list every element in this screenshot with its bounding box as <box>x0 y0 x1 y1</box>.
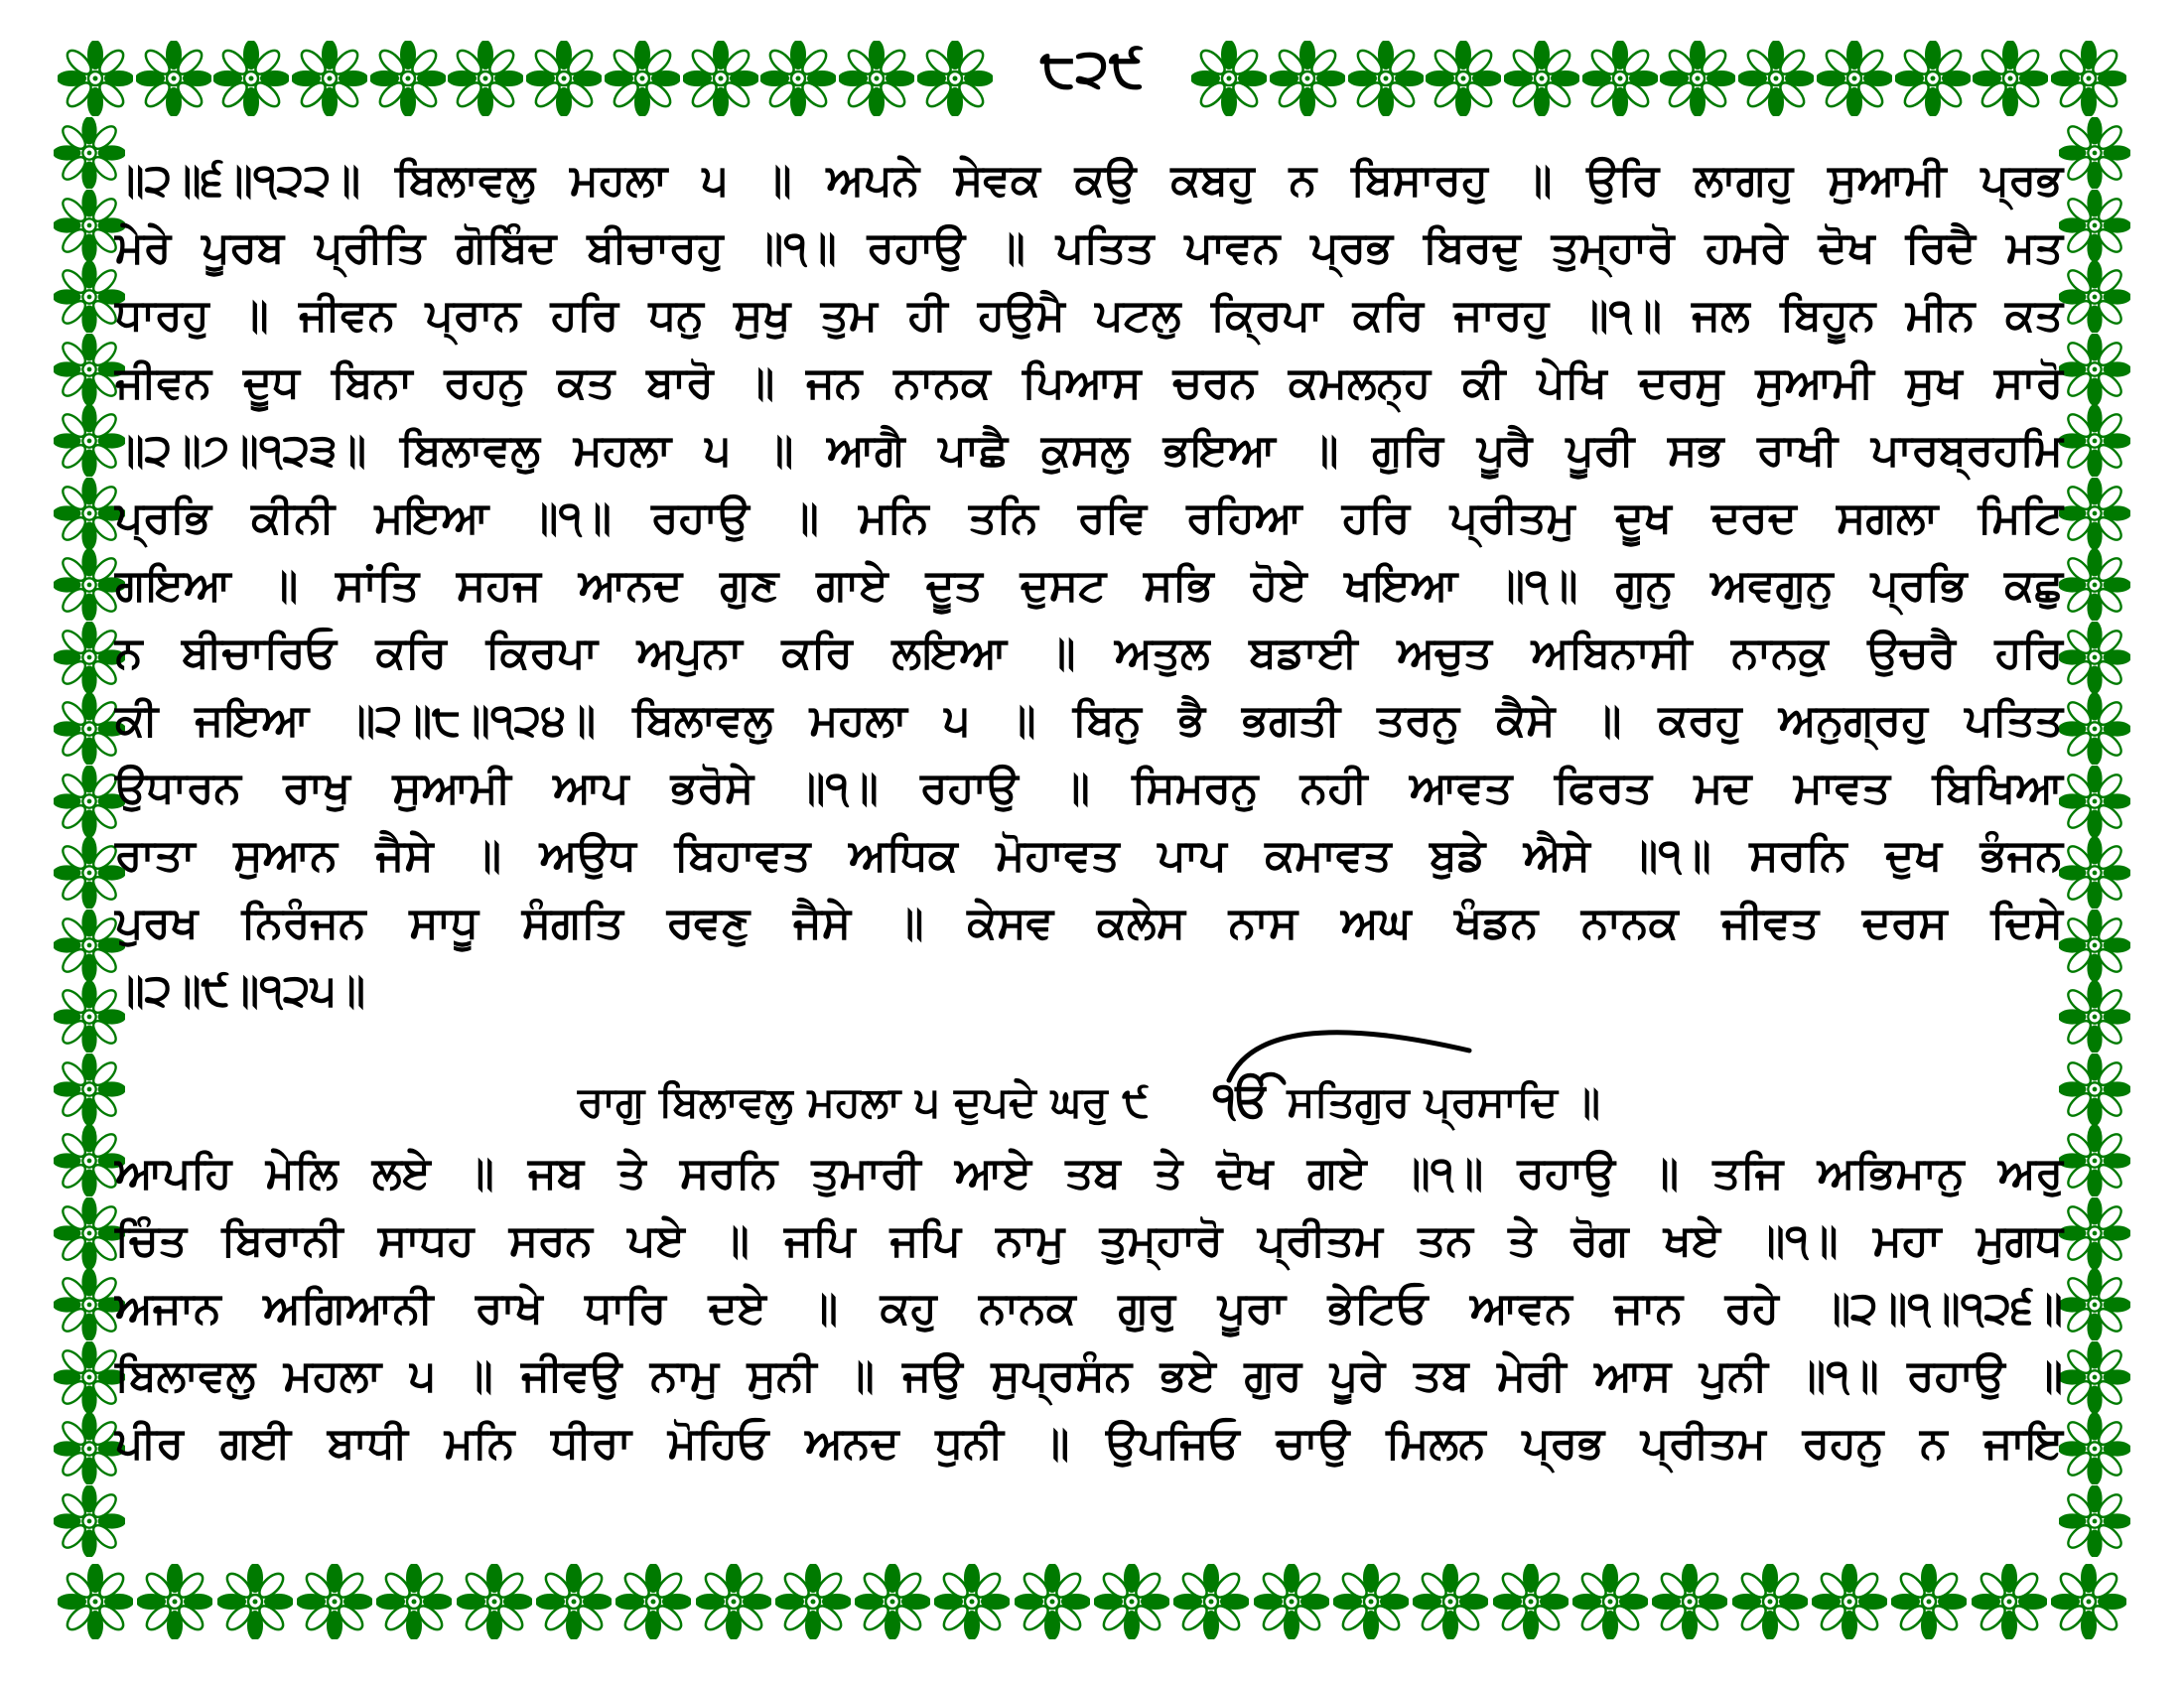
flower-icon <box>2059 190 2130 261</box>
flower-icon <box>1895 41 1971 116</box>
gurbani-text-line: ਕੀ ਜਇਆ ॥੨॥੮॥੧੨੪॥ ਬਿਲਾਵਲੁ ਮਹਲਾ ੫ ॥ ਬਿਨੁ ਭੈ ਭਗਤੀ ਤਰਨੁ ਕੈਸੇ ॥ ਕਰਹੁ ਅਨੁਗ੍ਰਹੁ ਪਤਿਤ <box>115 695 2063 746</box>
border-bottom <box>58 1559 2126 1644</box>
flower-icon <box>137 1564 212 1639</box>
border-top-right-segment <box>1191 41 2126 116</box>
flower-icon <box>1333 1564 1409 1639</box>
flower-icon <box>536 1564 612 1639</box>
border-right <box>2055 117 2134 1557</box>
flower-icon <box>1426 41 1501 116</box>
gurbani-text-line: ਪੀਰ ਗਈ ਬਾਧੀ ਮਨਿ ਧੀਰਾ ਮੋਹਿਓ ਅਨਦ ਧੁਨੀ ॥ ਉਪਜਿਓ ਚਾਉ ਮਿਲਨ ਪ੍ਰਭ ਪ੍ਰੀਤਮ ਰਹਨੁ ਨ ਜਾਇ <box>115 1418 2063 1469</box>
border-top-left-segment <box>58 41 993 116</box>
flower-icon <box>2059 261 2130 333</box>
flower-icon <box>1173 1564 1249 1639</box>
gurbani-text-line: ਪੁਰਖ ਨਿਰੰਜਨ ਸਾਧੂ ਸੰਗਤਿ ਰਵਣੁ ਜੈਸੇ ॥ ਕੇਸਵ ਕਲੇਸ ਨਾਸ ਅਘ ਖੰਡਨ ਨਾਨਕ ਜੀਵਤ ਦਰਸ ਦਿਸੇ <box>115 898 2063 948</box>
flower-icon <box>605 41 680 116</box>
flower-icon <box>1572 1564 1648 1639</box>
flower-icon <box>2059 693 2130 765</box>
shabad-heading <box>115 1066 2063 1136</box>
flower-icon <box>615 1564 691 1639</box>
flower-icon <box>2059 334 2130 405</box>
flower-icon <box>1817 41 1892 116</box>
flower-icon <box>2059 622 2130 693</box>
ik-onkar-glyph: ੴ <box>1212 1072 1272 1128</box>
flower-icon <box>526 41 602 116</box>
flower-icon <box>448 41 523 116</box>
ik-onkar <box>1213 1066 1271 1136</box>
flower-icon <box>2059 549 2130 621</box>
flower-icon <box>58 41 133 116</box>
flower-icon <box>2059 1125 2130 1196</box>
gurbani-text-line: ਗਇਆ ॥ ਸਾਂਤਿ ਸਹਜ ਆਨਦ ਗੁਣ ਗਾਏ ਦੂਤ ਦੁਸਟ ਸਭਿ ਹੋਏ ਖਇਆ ॥੧॥ ਗੁਨੁ ਅਵਗੁਨੁ ਪ੍ਰਭਿ ਕਛੁ <box>115 560 2063 611</box>
flower-icon <box>934 1564 1010 1639</box>
flower-icon <box>54 1485 125 1557</box>
flower-icon <box>2059 981 2130 1053</box>
flower-icon <box>1738 41 1814 116</box>
flower-icon <box>917 41 993 116</box>
flower-icon <box>2059 1054 2130 1125</box>
gurbani-text-line: ਪ੍ਰਭਿ ਕੀਨੀ ਮਇਆ ॥੧॥ ਰਹਾਉ ॥ ਮਨਿ ਤਨਿ ਰਵਿ ਰਹਿਆ ਹਰਿ ਪ੍ਰੀਤਮੁ ਦੂਖ ਦਰਦ ਸਗਲਾ ਮਿਟਿ <box>115 492 2063 543</box>
flower-icon <box>1504 41 1579 116</box>
flower-icon <box>2059 1197 2130 1269</box>
gurbani-text-line: ਰਾਤਾ ਸੁਆਨ ਜੈਸੇ ॥ ਅਉਧ ਬਿਹਾਵਤ ਅਧਿਕ ਮੋਹਾਵਤ ਪਾਪ ਕਮਾਵਤ ਬੁਡੇ ਐਸੇ ॥੧॥ ਸਰਨਿ ਦੁਖ ਭੰਜਨ <box>115 830 2063 881</box>
flower-icon <box>1812 1564 1887 1639</box>
gurbani-lines-bottom <box>115 1140 2063 1477</box>
flower-icon <box>2059 117 2130 189</box>
flower-icon <box>1348 41 1424 116</box>
flower-icon <box>1413 1564 1488 1639</box>
gurbani-text-line: ਚਿੰਤ ਬਿਰਾਨੀ ਸਾਧਹ ਸਰਨ ਪਏ ॥ ਜਪਿ ਜਪਿ ਨਾਮੁ ਤੁਮ੍ਹਾਰੋ ਪ੍ਰੀਤਮ ਤਨ ਤੇ ਰੋਗ ਖਏ ॥੧॥ ਮਹਾ ਮੁਗਧ <box>115 1215 2063 1266</box>
gurbani-text-line: ਧਾਰਹੁ ॥ ਜੀਵਨ ਪ੍ਰਾਨ ਹਰਿ ਧਨੁ ਸੁਖੁ ਤੁਮ ਹੀ ਹਉਮੈ ਪਟਲੁ ਕ੍ਰਿਪਾ ਕਰਿ ਜਾਰਹੁ ॥੧॥ ਜਲ ਬਿਹੂਨ ਮੀਨ ਕਤ <box>115 290 2063 341</box>
gurbani-text-line: ॥੨॥੭॥੧੨੩॥ ਬਿਲਾਵਲੁ ਮਹਲਾ ੫ ॥ ਆਗੈ ਪਾਛੈ ਕੁਸਲੁ ਭਇਆ ॥ ਗੁਰਿ ਪੂਰੈ ਪੂਰੀ ਸਭ ਰਾਖੀ ਪਾਰਬ੍ਰਹਮਿ <box>115 425 2063 476</box>
flower-icon <box>1660 41 1735 116</box>
flower-icon <box>760 41 836 116</box>
flower-icon <box>58 1564 133 1639</box>
flower-icon <box>2051 1564 2126 1639</box>
flower-icon <box>1493 1564 1569 1639</box>
gurbani-text-line: ॥੨॥੬॥੧੨੨॥ ਬਿਲਾਵਲੁ ਮਹਲਾ ੫ ॥ ਅਪਨੇ ਸੇਵਕ ਕਉ ਕਬਹੁ ਨ ਬਿਸਾਰਹੁ ॥ ਉਰਿ ਲਾਗਹੁ ਸੁਆਮੀ ਪ੍ਰਭ <box>115 155 2063 206</box>
flower-icon <box>2059 1341 2130 1413</box>
flower-icon <box>696 1564 771 1639</box>
heading-raag-title: ਰਾਗੁ ਬਿਲਾਵਲੁ ਮਹਲਾ ੫ ਦੁਪਦੇ ਘਰੁ ੯ <box>578 1077 1150 1126</box>
flower-icon <box>2059 1413 2130 1484</box>
flower-icon <box>2059 478 2130 549</box>
gurbani-text-line: ਮੇਰੇ ਪੂਰਬ ਪ੍ਰੀਤਿ ਗੋਬਿੰਦ ਬੀਚਾਰਹੁ ॥੧॥ ਰਹਾਉ ॥ ਪਤਿਤ ਪਾਵਨ ਪ੍ਰਭ ਬਿਰਦੁ ਤੁਮ੍ਹਾਰੋ ਹਮਰੇ ਦੋਖ ਰਿਦੈ ਮਤ <box>115 222 2063 273</box>
gurbani-lines-top <box>115 147 2063 1025</box>
flower-icon <box>839 41 914 116</box>
border-top <box>58 36 2126 121</box>
flower-icon <box>1972 1564 2047 1639</box>
heading-mangal: ਸਤਿਗੁਰ ਪ੍ਰਸਾਦਿ ॥ <box>1287 1077 1600 1126</box>
flower-icon <box>376 1564 452 1639</box>
flower-icon <box>1732 1564 1808 1639</box>
flower-icon <box>2059 766 2130 837</box>
flower-icon <box>2059 910 2130 981</box>
gurbani-text-line: ਬਿਲਾਵਲੁ ਮਹਲਾ ੫ ॥ ਜੀਵਉ ਨਾਮੁ ਸੁਨੀ ॥ ਜਉ ਸੁਪ੍ਰਸੰਨ ਭਏ ਗੁਰ ਪੂਰੇ ਤਬ ਮੇਰੀ ਆਸ ਪੁਨੀ ॥੧॥ ਰਹਾਉ ॥ <box>115 1350 2063 1401</box>
flower-icon <box>2059 405 2130 477</box>
gurbani-text-line: ਆਪਹਿ ਮੇਲਿ ਲਏ ॥ ਜਬ ਤੇ ਸਰਨਿ ਤੁਮਾਰੀ ਆਏ ਤਬ ਤੇ ਦੋਖ ਗਏ ॥੧॥ ਰਹਾਉ ॥ ਤਜਿ ਅਭਿਮਾਨੁ ਅਰੁ <box>115 1148 2063 1198</box>
flower-icon <box>370 41 446 116</box>
flower-icon <box>2051 41 2126 116</box>
gurbani-text-line: ਉਧਾਰਨ ਰਾਖੁ ਸੁਆਮੀ ਆਪ ਭਰੋਸੇ ॥੧॥ ਰਹਾਉ ॥ ਸਿਮਰਨੁ ਨਹੀ ਆਵਤ ਫਿਰਤ ਮਦ ਮਾਵਤ ਬਿਖਿਆ <box>115 763 2063 813</box>
page-number: ੮੨੯ <box>1039 37 1145 99</box>
flower-icon <box>1270 41 1345 116</box>
flower-icon <box>1891 1564 1967 1639</box>
flower-icon <box>1973 41 2048 116</box>
flower-icon <box>1652 1564 1727 1639</box>
gurbani-text-line: ॥੨॥੯॥੧੨੫॥ <box>115 965 365 1016</box>
flower-icon <box>1254 1564 1329 1639</box>
gurbani-text-line: ਨ ਬੀਚਾਰਿਓ ਕਰਿ ਕਿਰਪਾ ਅਪੁਨਾ ਕਰਿ ਲਇਆ ॥ ਅਤੁਲ ਬਡਾਈ ਅਚੁਤ ਅਬਿਨਾਸੀ ਨਾਨਕੁ ਉਚਰੈ ਹਰਿ <box>115 628 2063 678</box>
gurbani-text-line: ਅਜਾਨ ਅਗਿਆਨੀ ਰਾਖੇ ਧਾਰਿ ਦਏ ॥ ਕਹੁ ਨਾਨਕ ਗੁਰੁ ਪੂਰਾ ਭੇਟਿਓ ਆਵਨ ਜਾਨ ਰਹੇ ॥੨॥੧॥੧੨੬॥ <box>115 1283 2063 1334</box>
flower-icon <box>855 1564 930 1639</box>
flower-icon <box>292 41 367 116</box>
flower-icon <box>297 1564 372 1639</box>
flower-icon <box>2059 837 2130 909</box>
flower-icon <box>775 1564 851 1639</box>
flower-icon <box>1094 1564 1169 1639</box>
flower-icon <box>1015 1564 1090 1639</box>
flower-icon <box>217 1564 293 1639</box>
flower-icon <box>136 41 211 116</box>
flower-icon <box>213 41 289 116</box>
flower-icon <box>2059 1269 2130 1340</box>
flower-icon <box>2059 1485 2130 1557</box>
flower-icon <box>457 1564 532 1639</box>
gurbani-text-line: ਜੀਵਨ ਦੂਧ ਬਿਨਾ ਰਹਨੁ ਕਤ ਬਾਰੋ ॥ ਜਨ ਨਾਨਕ ਪਿਆਸ ਚਰਨ ਕਮਲਨ੍ਹ ਕੀ ਪੇਖਿ ਦਰਸੁ ਸੁਆਮੀ ਸੁਖ ਸਾਰੋ <box>115 357 2063 408</box>
flower-icon <box>1191 41 1267 116</box>
gurbani-text-block <box>115 147 2063 1477</box>
flower-icon <box>1582 41 1658 116</box>
flower-icon <box>683 41 758 116</box>
